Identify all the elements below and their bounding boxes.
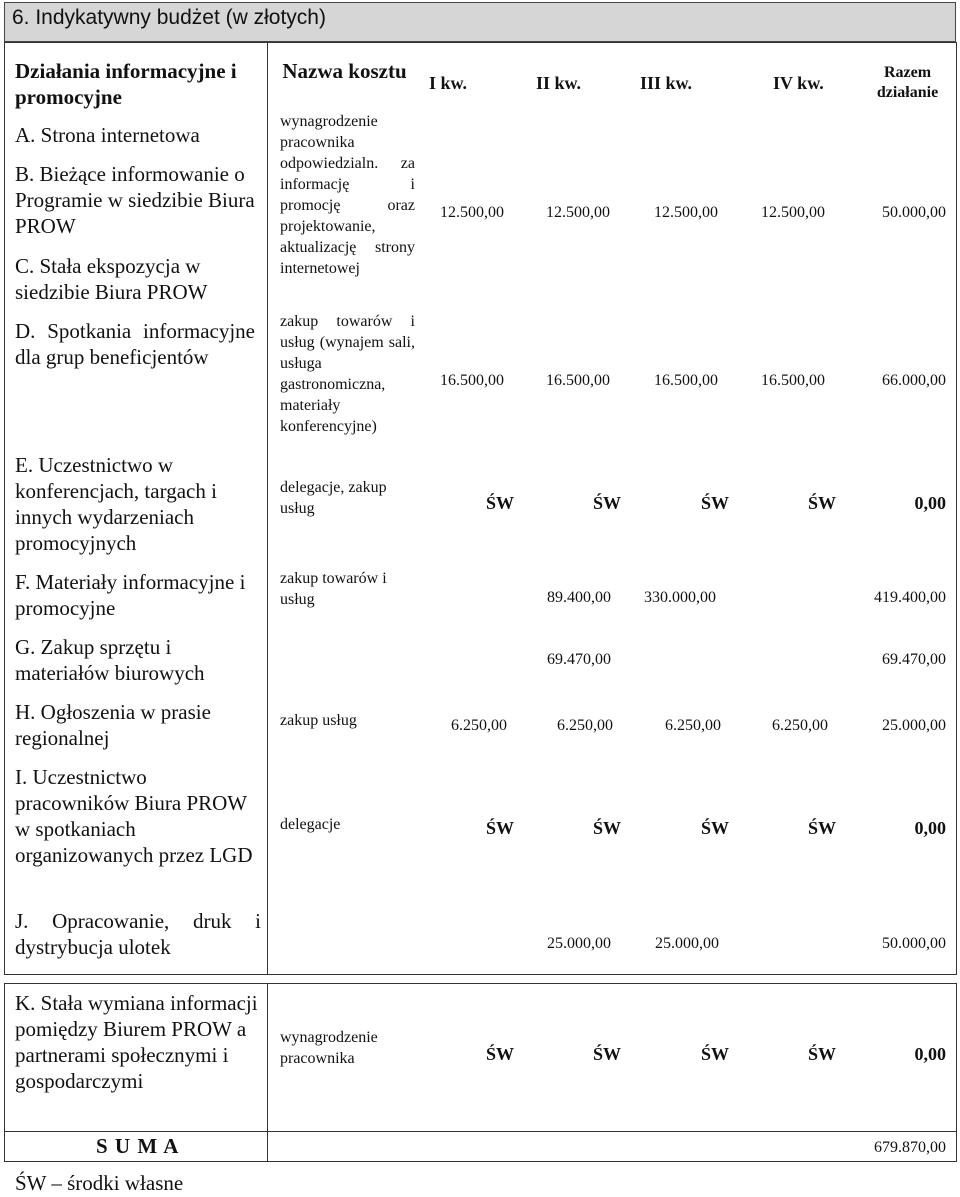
cell-k-q3: ŚW bbox=[701, 1044, 730, 1064]
table-top-border bbox=[4, 42, 956, 43]
cell-g-total: 69.470,00 bbox=[882, 651, 946, 668]
activity-i: I. Uczestnictwo pracowników Biura PROW w spotkaniach organizowanych przez LGD bbox=[15, 765, 253, 867]
cell-i-q4: ŚW bbox=[808, 818, 837, 838]
cost-f: zakup towarów i usług bbox=[280, 570, 387, 608]
header-activities: Działania informacyjne i promocyjne bbox=[15, 59, 237, 109]
cell-h-total: 25.000,00 bbox=[882, 717, 946, 734]
cell-e-q4: ŚW bbox=[808, 493, 837, 513]
sum-label: S U M A bbox=[96, 1134, 180, 1158]
activity-a: A. Strona internetowa bbox=[15, 123, 200, 147]
cell-k-q4: ŚW bbox=[808, 1044, 837, 1064]
activity-c: C. Stała ekspozycja w siedzibie Biura PROW bbox=[15, 254, 208, 304]
cell-b-total: 50.000,00 bbox=[882, 204, 946, 221]
cell-j-total: 50.000,00 bbox=[882, 935, 946, 952]
cell-i-q1: ŚW bbox=[486, 818, 515, 838]
footnote-legend: ŚW – środki własne bbox=[15, 1171, 184, 1195]
cell-e-q3: ŚW bbox=[701, 493, 730, 513]
cell-k-total: 0,00 bbox=[914, 1044, 946, 1064]
cell-d-q3: 16.500,00 bbox=[654, 372, 718, 389]
cell-d-q2: 16.500,00 bbox=[546, 372, 610, 389]
cell-f-total: 419.400,00 bbox=[874, 589, 946, 606]
header-q1: I kw. bbox=[429, 73, 468, 93]
cell-b-q4: 12.500,00 bbox=[761, 204, 825, 221]
table-bottom-border bbox=[4, 974, 957, 975]
cost-h: zakup usług bbox=[280, 712, 357, 729]
activity-e: E. Uczestnictwo w konferencjach, targach i innych wydarzeniach promocyjnych bbox=[15, 453, 217, 555]
cell-f-q3: 330.000,00 bbox=[644, 589, 716, 606]
header-total: Razem działanie bbox=[876, 64, 939, 101]
activity-b: B. Bieżące informowanie o Programie w siedzibie Biura PROW bbox=[15, 162, 255, 238]
table2-divider bbox=[267, 983, 268, 1161]
table2-top-border bbox=[4, 983, 957, 984]
cell-b-q3: 12.500,00 bbox=[654, 204, 718, 221]
section-title: 6. Indykatywny budżet (w złotych) bbox=[12, 6, 326, 29]
table2-left-border bbox=[4, 983, 5, 1161]
cell-k-q1: ŚW bbox=[486, 1044, 515, 1064]
cell-h-q1: 6.250,00 bbox=[451, 717, 507, 734]
header-q2: II kw. bbox=[536, 73, 582, 93]
activity-h: H. Ogłoszenia w prasie regionalnej bbox=[15, 700, 211, 750]
cell-d-total: 66.000,00 bbox=[882, 372, 946, 389]
cell-h-q4: 6.250,00 bbox=[772, 717, 828, 734]
cell-e-total: 0,00 bbox=[914, 493, 946, 513]
cost-i: delegacje bbox=[280, 816, 341, 833]
cell-b-q2: 12.500,00 bbox=[546, 204, 610, 221]
header-cost-name: Nazwa kosztu bbox=[282, 59, 407, 83]
sum-row-border bbox=[4, 1131, 957, 1132]
cell-j-q2: 25.000,00 bbox=[547, 935, 611, 952]
table2-right-border bbox=[956, 983, 957, 1161]
column-divider bbox=[267, 42, 268, 974]
activity-f: F. Materiały informacyjne i promocyjne bbox=[15, 570, 246, 620]
cell-e-q1: ŚW bbox=[486, 493, 515, 513]
cell-d-q1: 16.500,00 bbox=[440, 372, 504, 389]
cell-d-q4: 16.500,00 bbox=[761, 372, 825, 389]
cell-k-q2: ŚW bbox=[593, 1044, 622, 1064]
activity-j: J. Opracowanie, druk i dystrybucja ulotek bbox=[15, 909, 261, 959]
cell-i-total: 0,00 bbox=[914, 818, 946, 838]
cell-h-q3: 6.250,00 bbox=[665, 717, 721, 734]
table2-bottom-border bbox=[4, 1161, 957, 1162]
cost-b: wynagrodzenie pracownika odpowiedzialn. za informację i promocję oraz projektowanie, aktualizację strony internetowej bbox=[280, 113, 415, 277]
cell-h-q2: 6.250,00 bbox=[557, 717, 613, 734]
cell-b-q1: 12.500,00 bbox=[440, 204, 504, 221]
cell-i-q3: ŚW bbox=[701, 818, 730, 838]
table-left-border bbox=[4, 42, 5, 974]
sum-total: 679.870,00 bbox=[874, 1139, 946, 1156]
cost-d: zakup towarów i usług (wynajem sali, usługa gastronomiczna, materiały konferencyjne) bbox=[280, 313, 415, 435]
activity-k: K. Stała wymiana informacji pomiędzy Biurem PROW a partnerami społecznymi i gospodarczymi bbox=[15, 991, 258, 1093]
cost-e: delegacje, zakup usług bbox=[280, 479, 387, 517]
cell-f-q2: 89.400,00 bbox=[547, 589, 611, 606]
cell-i-q2: ŚW bbox=[593, 818, 622, 838]
header-q3: III kw. bbox=[640, 73, 693, 93]
header-q4: IV kw. bbox=[773, 73, 824, 93]
activity-g: G. Zakup sprzętu i materiałów biurowych bbox=[15, 635, 205, 685]
activity-d: D. Spotkania informacyjne dla grup beneficjentów bbox=[15, 319, 255, 369]
cell-g-q2: 69.470,00 bbox=[547, 651, 611, 668]
cell-j-q3: 25.000,00 bbox=[655, 935, 719, 952]
cell-e-q2: ŚW bbox=[593, 493, 622, 513]
table-right-border bbox=[956, 42, 957, 974]
cost-k: wynagrodzenie pracownika bbox=[280, 1029, 378, 1067]
